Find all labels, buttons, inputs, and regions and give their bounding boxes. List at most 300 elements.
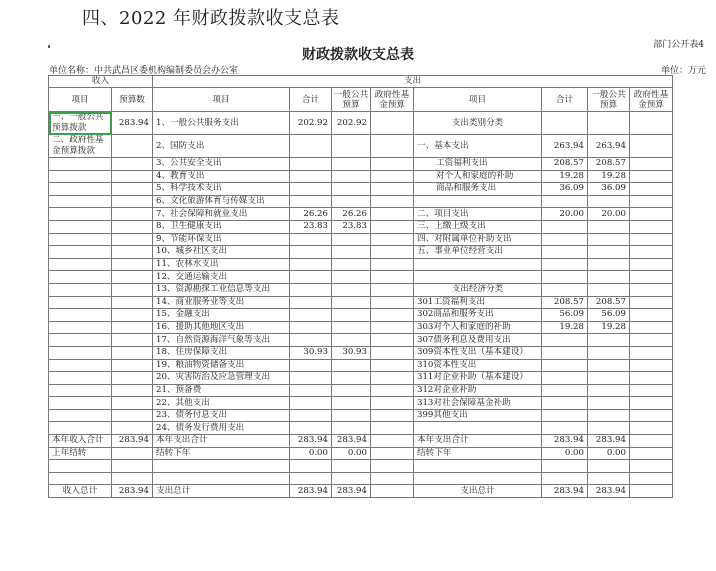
table-cell[interactable] bbox=[630, 158, 673, 171]
table-cell[interactable] bbox=[630, 372, 673, 385]
table-cell[interactable] bbox=[371, 409, 414, 422]
table-cell[interactable]: 26.26 bbox=[332, 208, 371, 221]
table-cell[interactable] bbox=[630, 384, 673, 397]
table-cell[interactable]: 208.57 bbox=[588, 296, 630, 309]
table-cell[interactable] bbox=[630, 309, 673, 322]
table-cell[interactable] bbox=[371, 258, 414, 271]
table-cell[interactable]: 56.09 bbox=[542, 309, 588, 322]
table-cell[interactable]: 283.94 bbox=[542, 435, 588, 448]
table-cell[interactable]: 283.94 bbox=[588, 485, 630, 498]
table-cell[interactable] bbox=[542, 384, 588, 397]
table-cell[interactable] bbox=[371, 372, 414, 385]
table-cell[interactable] bbox=[332, 397, 371, 410]
table-cell[interactable] bbox=[112, 447, 153, 460]
table-cell[interactable] bbox=[112, 170, 153, 183]
table-cell[interactable]: 19、粮油物资储备支出 bbox=[153, 359, 290, 372]
table-cell[interactable]: 10、城乡社区支出 bbox=[153, 246, 290, 259]
table-cell[interactable] bbox=[290, 246, 332, 259]
table-cell[interactable]: 301工资福利支出 bbox=[414, 296, 542, 309]
table-cell[interactable]: 三、上缴上级支出 bbox=[414, 220, 542, 233]
table-cell[interactable] bbox=[542, 233, 588, 246]
table-cell[interactable] bbox=[542, 258, 588, 271]
table-cell[interactable]: 五、事业单位经营支出 bbox=[414, 246, 542, 259]
table-cell[interactable] bbox=[371, 183, 414, 196]
table-cell[interactable]: 310资本性支出 bbox=[414, 359, 542, 372]
table-cell[interactable] bbox=[49, 309, 112, 322]
table-cell[interactable] bbox=[112, 346, 153, 359]
table-cell[interactable] bbox=[630, 258, 673, 271]
table-cell[interactable] bbox=[290, 135, 332, 158]
table-cell[interactable]: 283.94 bbox=[290, 485, 332, 498]
table-cell[interactable] bbox=[112, 384, 153, 397]
table-cell[interactable] bbox=[49, 384, 112, 397]
table-cell[interactable] bbox=[49, 158, 112, 171]
table-cell[interactable]: 283.94 bbox=[290, 435, 332, 448]
table-cell[interactable] bbox=[588, 422, 630, 435]
table-cell[interactable] bbox=[414, 422, 542, 435]
table-cell[interactable] bbox=[112, 321, 153, 334]
table-cell[interactable]: 202.92 bbox=[290, 112, 332, 135]
table-cell[interactable] bbox=[414, 472, 542, 485]
table-cell[interactable]: 20.00 bbox=[588, 208, 630, 221]
table-cell[interactable] bbox=[588, 346, 630, 359]
dept-table-number: 部门公开表4 bbox=[653, 40, 704, 50]
table-cell[interactable] bbox=[588, 372, 630, 385]
table-cell[interactable] bbox=[332, 359, 371, 372]
table-cell[interactable] bbox=[588, 359, 630, 372]
table-cell[interactable]: 0.00 bbox=[332, 447, 371, 460]
table-cell[interactable] bbox=[371, 422, 414, 435]
table-cell[interactable] bbox=[630, 233, 673, 246]
table-cell[interactable]: 303对个人和家庭的补助 bbox=[414, 321, 542, 334]
table-cell[interactable] bbox=[49, 397, 112, 410]
table-cell[interactable] bbox=[49, 372, 112, 385]
table-cell[interactable]: 24、债务发行费用支出 bbox=[153, 422, 290, 435]
table-cell[interactable] bbox=[414, 460, 542, 473]
table-cell[interactable]: 0.00 bbox=[542, 447, 588, 460]
table-cell[interactable] bbox=[49, 359, 112, 372]
table-cell[interactable] bbox=[332, 409, 371, 422]
table-cell[interactable] bbox=[371, 447, 414, 460]
table-row bbox=[49, 135, 673, 158]
table-cell[interactable] bbox=[290, 422, 332, 435]
table-cell[interactable] bbox=[112, 258, 153, 271]
table-cell[interactable] bbox=[112, 422, 153, 435]
table-cell[interactable] bbox=[630, 485, 673, 498]
table-cell[interactable] bbox=[49, 220, 112, 233]
table-cell[interactable] bbox=[588, 283, 630, 296]
table-cell[interactable]: 二、项目支出 bbox=[414, 208, 542, 221]
table-cell[interactable]: 5、科学技术支出 bbox=[153, 183, 290, 196]
table-cell[interactable] bbox=[371, 346, 414, 359]
table-cell[interactable] bbox=[588, 384, 630, 397]
table-cell[interactable] bbox=[332, 422, 371, 435]
table-cell[interactable] bbox=[112, 283, 153, 296]
table-cell[interactable] bbox=[371, 233, 414, 246]
table-cell[interactable] bbox=[630, 112, 673, 135]
table-cell[interactable]: 支出总计 bbox=[153, 485, 290, 498]
table-row bbox=[49, 384, 673, 397]
table-cell[interactable]: 283.94 bbox=[332, 485, 371, 498]
table-cell[interactable]: 23.83 bbox=[332, 220, 371, 233]
table-cell[interactable]: 311对企业补助（基本建设） bbox=[414, 372, 542, 385]
table-cell[interactable] bbox=[332, 309, 371, 322]
table-cell[interactable]: 四、对附属单位补助支出 bbox=[414, 233, 542, 246]
table-cell[interactable] bbox=[371, 472, 414, 485]
table-cell[interactable] bbox=[290, 233, 332, 246]
table-cell[interactable] bbox=[542, 112, 588, 135]
table-cell[interactable]: 263.94 bbox=[588, 135, 630, 158]
table-cell[interactable]: 本年支出合计 bbox=[153, 435, 290, 448]
table-cell[interactable] bbox=[49, 283, 112, 296]
table-cell[interactable] bbox=[542, 246, 588, 259]
table-cell[interactable]: 307债务利息及费用支出 bbox=[414, 334, 542, 347]
table-cell[interactable] bbox=[630, 460, 673, 473]
table-cell[interactable] bbox=[542, 220, 588, 233]
table-cell[interactable] bbox=[588, 397, 630, 410]
table-cell[interactable]: 283.94 bbox=[542, 485, 588, 498]
table-cell[interactable]: 56.09 bbox=[588, 309, 630, 322]
table-cell[interactable] bbox=[49, 460, 112, 473]
table-cell[interactable] bbox=[290, 372, 332, 385]
table-cell[interactable] bbox=[371, 135, 414, 158]
table-row bbox=[49, 309, 673, 322]
table-cell[interactable] bbox=[290, 170, 332, 183]
table-cell[interactable] bbox=[371, 435, 414, 448]
table-cell[interactable] bbox=[112, 271, 153, 284]
table-cell[interactable] bbox=[371, 158, 414, 171]
table-cell[interactable]: 19.28 bbox=[588, 170, 630, 183]
table-cell[interactable] bbox=[332, 195, 371, 208]
table-row bbox=[49, 409, 673, 422]
table-cell[interactable] bbox=[371, 112, 414, 135]
table-cell[interactable] bbox=[630, 346, 673, 359]
table-cell[interactable] bbox=[371, 460, 414, 473]
table-cell[interactable] bbox=[542, 409, 588, 422]
table-cell[interactable] bbox=[112, 158, 153, 171]
table-cell[interactable] bbox=[290, 258, 332, 271]
table-cell[interactable] bbox=[371, 283, 414, 296]
table-cell[interactable] bbox=[112, 309, 153, 322]
table-cell[interactable] bbox=[49, 472, 112, 485]
table-cell[interactable]: 23、债务付息支出 bbox=[153, 409, 290, 422]
table-cell[interactable]: 一、一般公共预算拨款 bbox=[49, 112, 112, 135]
table-cell[interactable] bbox=[332, 321, 371, 334]
table-cell[interactable] bbox=[332, 472, 371, 485]
table-cell[interactable] bbox=[371, 296, 414, 309]
table-cell[interactable] bbox=[542, 346, 588, 359]
table-cell[interactable] bbox=[332, 246, 371, 259]
table-cell[interactable] bbox=[630, 283, 673, 296]
table-cell[interactable] bbox=[49, 183, 112, 196]
table-cell[interactable] bbox=[588, 220, 630, 233]
table-cell[interactable] bbox=[49, 334, 112, 347]
table-cell[interactable] bbox=[332, 384, 371, 397]
table-cell[interactable]: 13、资源勘探工业信息等支出 bbox=[153, 283, 290, 296]
table-cell[interactable]: 312对企业补助 bbox=[414, 384, 542, 397]
table-cell[interactable] bbox=[371, 397, 414, 410]
table-cell[interactable] bbox=[112, 135, 153, 158]
table-cell[interactable] bbox=[371, 220, 414, 233]
table-cell[interactable] bbox=[332, 460, 371, 473]
table-cell[interactable] bbox=[371, 334, 414, 347]
table-cell[interactable]: 14、商业服务业等支出 bbox=[153, 296, 290, 309]
table-cell[interactable] bbox=[49, 321, 112, 334]
table-cell[interactable] bbox=[153, 460, 290, 473]
table-cell[interactable] bbox=[290, 195, 332, 208]
table-cell[interactable] bbox=[371, 359, 414, 372]
table-cell[interactable]: 302商品和服务支出 bbox=[414, 309, 542, 322]
table-cell[interactable] bbox=[49, 258, 112, 271]
table-cell[interactable]: 8、卫生健康支出 bbox=[153, 220, 290, 233]
table-cell[interactable] bbox=[542, 195, 588, 208]
table-cell[interactable] bbox=[371, 384, 414, 397]
table-cell[interactable] bbox=[290, 158, 332, 171]
table-cell[interactable] bbox=[112, 246, 153, 259]
table-cell[interactable] bbox=[542, 359, 588, 372]
table-cell[interactable] bbox=[371, 309, 414, 322]
table-cell[interactable] bbox=[630, 409, 673, 422]
table-cell[interactable] bbox=[542, 334, 588, 347]
budget-table bbox=[48, 75, 673, 498]
table-cell[interactable] bbox=[49, 208, 112, 221]
table-cell[interactable]: 0.00 bbox=[588, 447, 630, 460]
table-cell[interactable] bbox=[588, 409, 630, 422]
table-cell[interactable] bbox=[290, 309, 332, 322]
table-cell[interactable] bbox=[112, 397, 153, 410]
table-cell[interactable] bbox=[290, 472, 332, 485]
table-cell[interactable] bbox=[332, 258, 371, 271]
table-cell[interactable] bbox=[371, 321, 414, 334]
table-cell[interactable]: 工资福利支出 bbox=[414, 158, 542, 171]
table-cell[interactable] bbox=[414, 258, 542, 271]
table-cell[interactable]: 208.57 bbox=[542, 158, 588, 171]
table-cell[interactable] bbox=[290, 271, 332, 284]
table-cell[interactable]: 0.00 bbox=[290, 447, 332, 460]
table-cell[interactable] bbox=[371, 271, 414, 284]
table-cell[interactable] bbox=[542, 271, 588, 284]
table-cell[interactable] bbox=[290, 321, 332, 334]
table-cell[interactable]: 4、教育支出 bbox=[153, 170, 290, 183]
table-cell[interactable] bbox=[49, 195, 112, 208]
table-cell[interactable] bbox=[588, 112, 630, 135]
table-cell[interactable]: 本年收入合计 bbox=[49, 435, 112, 448]
table-cell[interactable] bbox=[588, 271, 630, 284]
table-cell[interactable] bbox=[630, 220, 673, 233]
table-cell[interactable]: 1、一般公共服务支出 bbox=[153, 112, 290, 135]
table-cell[interactable] bbox=[290, 283, 332, 296]
table-cell[interactable]: 17、自然资源海洋气象等支出 bbox=[153, 334, 290, 347]
table-cell[interactable] bbox=[542, 460, 588, 473]
table-cell[interactable]: 结转下年 bbox=[153, 447, 290, 460]
table-cell[interactable]: 30.93 bbox=[332, 346, 371, 359]
table-cell[interactable]: 283.94 bbox=[112, 112, 153, 135]
table-cell[interactable]: 6、文化旅游体育与传媒支出 bbox=[153, 195, 290, 208]
table-cell[interactable]: 283.94 bbox=[112, 435, 153, 448]
table-row bbox=[49, 296, 673, 309]
table-cell[interactable] bbox=[153, 472, 290, 485]
table-cell[interactable] bbox=[630, 195, 673, 208]
table-cell[interactable] bbox=[542, 422, 588, 435]
table-cell[interactable] bbox=[112, 409, 153, 422]
table-cell[interactable]: 19.28 bbox=[588, 321, 630, 334]
table-cell[interactable]: 7、社会保障和就业支出 bbox=[153, 208, 290, 221]
table-cell[interactable]: 399其他支出 bbox=[414, 409, 542, 422]
table-cell[interactable] bbox=[630, 208, 673, 221]
table-cell[interactable]: 二、政府性基金预算拨款 bbox=[49, 135, 112, 158]
table-cell[interactable]: 商品和服务支出 bbox=[414, 183, 542, 196]
table-cell[interactable] bbox=[371, 208, 414, 221]
table-cell[interactable] bbox=[542, 472, 588, 485]
table-cell[interactable] bbox=[290, 397, 332, 410]
table-cell[interactable]: 12、交通运输支出 bbox=[153, 271, 290, 284]
table-cell[interactable] bbox=[49, 170, 112, 183]
table-cell[interactable]: 21、预备费 bbox=[153, 384, 290, 397]
table-cell[interactable] bbox=[290, 384, 332, 397]
table-cell[interactable] bbox=[332, 233, 371, 246]
table-cell[interactable]: 对个人和家庭的补助 bbox=[414, 170, 542, 183]
table-row bbox=[49, 246, 673, 259]
table-cell[interactable] bbox=[630, 296, 673, 309]
table-cell[interactable] bbox=[630, 359, 673, 372]
table-cell[interactable]: 上年结转 bbox=[49, 447, 112, 460]
table-cell[interactable]: 20、灾害防治及应急管理支出 bbox=[153, 372, 290, 385]
table-cell[interactable] bbox=[49, 346, 112, 359]
table-cell[interactable] bbox=[290, 460, 332, 473]
table-cell[interactable] bbox=[332, 271, 371, 284]
table-cell[interactable] bbox=[112, 472, 153, 485]
table-cell[interactable] bbox=[290, 359, 332, 372]
table-cell[interactable]: 支出总计 bbox=[414, 485, 542, 498]
table-cell[interactable] bbox=[630, 422, 673, 435]
table-cell[interactable]: 26.26 bbox=[290, 208, 332, 221]
table-cell[interactable] bbox=[630, 397, 673, 410]
table-row bbox=[49, 283, 673, 296]
table-cell[interactable] bbox=[112, 460, 153, 473]
table-cell[interactable] bbox=[112, 233, 153, 246]
table-cell[interactable] bbox=[630, 435, 673, 448]
table-cell[interactable] bbox=[630, 183, 673, 196]
table-cell[interactable] bbox=[112, 359, 153, 372]
table-cell[interactable]: 结转下年 bbox=[414, 447, 542, 460]
table-cell[interactable] bbox=[630, 321, 673, 334]
table-cell[interactable] bbox=[290, 296, 332, 309]
table-cell[interactable] bbox=[112, 208, 153, 221]
table-cell[interactable]: 支出类别分类 bbox=[414, 112, 542, 135]
table-cell[interactable]: 263.94 bbox=[542, 135, 588, 158]
table-cell[interactable] bbox=[414, 195, 542, 208]
table-cell[interactable] bbox=[332, 296, 371, 309]
table-cell[interactable] bbox=[630, 447, 673, 460]
table-cell[interactable]: 19.28 bbox=[542, 321, 588, 334]
table-cell[interactable] bbox=[371, 170, 414, 183]
table-cell[interactable] bbox=[542, 397, 588, 410]
table-cell[interactable] bbox=[290, 183, 332, 196]
table-cell[interactable] bbox=[112, 183, 153, 196]
table-cell[interactable]: 收入总计 bbox=[49, 485, 112, 498]
table-cell[interactable] bbox=[630, 135, 673, 158]
table-cell[interactable] bbox=[290, 409, 332, 422]
table-cell[interactable] bbox=[588, 195, 630, 208]
table-cell[interactable] bbox=[332, 170, 371, 183]
table-cell[interactable]: 本年支出合计 bbox=[414, 435, 542, 448]
table-cell[interactable]: 19.28 bbox=[542, 170, 588, 183]
table-cell[interactable]: 一、基本支出 bbox=[414, 135, 542, 158]
table-cell[interactable] bbox=[112, 195, 153, 208]
table-cell[interactable] bbox=[332, 283, 371, 296]
table-cell[interactable]: 208.57 bbox=[588, 158, 630, 171]
table-cell[interactable]: 支出经济分类 bbox=[414, 283, 542, 296]
table-cell[interactable] bbox=[332, 183, 371, 196]
table-cell[interactable] bbox=[630, 334, 673, 347]
table-row bbox=[49, 321, 673, 334]
table-cell[interactable] bbox=[332, 158, 371, 171]
table-cell[interactable] bbox=[588, 246, 630, 259]
table-cell[interactable]: 283.94 bbox=[332, 435, 371, 448]
table-cell[interactable] bbox=[630, 170, 673, 183]
table-cell[interactable]: 20.00 bbox=[542, 208, 588, 221]
table-cell[interactable]: 36.09 bbox=[542, 183, 588, 196]
table-cell[interactable]: 208.57 bbox=[542, 296, 588, 309]
table-cell[interactable] bbox=[49, 233, 112, 246]
table-cell[interactable] bbox=[542, 372, 588, 385]
table-cell[interactable] bbox=[112, 220, 153, 233]
table-cell[interactable]: 2、国防支出 bbox=[153, 135, 290, 158]
table-cell[interactable]: 309资本性支出（基本建设） bbox=[414, 346, 542, 359]
table-cell[interactable] bbox=[371, 195, 414, 208]
table-cell[interactable]: 15、金融支出 bbox=[153, 309, 290, 322]
table-cell[interactable] bbox=[332, 372, 371, 385]
table-cell[interactable] bbox=[588, 334, 630, 347]
table-cell[interactable] bbox=[588, 233, 630, 246]
table-cell[interactable]: 30.93 bbox=[290, 346, 332, 359]
table-cell[interactable] bbox=[588, 258, 630, 271]
table-cell[interactable] bbox=[49, 271, 112, 284]
table-cell[interactable] bbox=[630, 271, 673, 284]
table-cell[interactable] bbox=[630, 472, 673, 485]
table-cell[interactable] bbox=[332, 334, 371, 347]
table-cell[interactable]: 9、节能环保支出 bbox=[153, 233, 290, 246]
table-cell[interactable] bbox=[49, 409, 112, 422]
table-cell[interactable] bbox=[542, 283, 588, 296]
table-cell[interactable] bbox=[371, 246, 414, 259]
table-cell[interactable] bbox=[290, 334, 332, 347]
table-cell[interactable] bbox=[371, 485, 414, 498]
table-cell[interactable] bbox=[112, 296, 153, 309]
table-cell[interactable] bbox=[112, 334, 153, 347]
table-cell[interactable]: 16、援助其他地区支出 bbox=[153, 321, 290, 334]
table-cell[interactable]: 11、农林水支出 bbox=[153, 258, 290, 271]
table-cell[interactable] bbox=[414, 271, 542, 284]
table-cell[interactable]: 283.94 bbox=[112, 485, 153, 498]
table-cell[interactable] bbox=[588, 472, 630, 485]
table-cell[interactable]: 3、公共安全支出 bbox=[153, 158, 290, 171]
table-cell[interactable] bbox=[630, 246, 673, 259]
table-cell[interactable] bbox=[49, 422, 112, 435]
table-cell[interactable] bbox=[49, 246, 112, 259]
table-cell[interactable] bbox=[332, 135, 371, 158]
table-cell[interactable]: 36.09 bbox=[588, 183, 630, 196]
table-cell[interactable]: 313对社会保障基金补助 bbox=[414, 397, 542, 410]
table-cell[interactable] bbox=[49, 296, 112, 309]
table-cell[interactable]: 283.94 bbox=[588, 435, 630, 448]
table-cell[interactable]: 202.92 bbox=[332, 112, 371, 135]
table-cell[interactable]: 23.83 bbox=[290, 220, 332, 233]
table-cell[interactable]: 18、住房保障支出 bbox=[153, 346, 290, 359]
table-cell[interactable] bbox=[112, 372, 153, 385]
table-cell[interactable] bbox=[588, 460, 630, 473]
table-cell[interactable]: 22、其他支出 bbox=[153, 397, 290, 410]
